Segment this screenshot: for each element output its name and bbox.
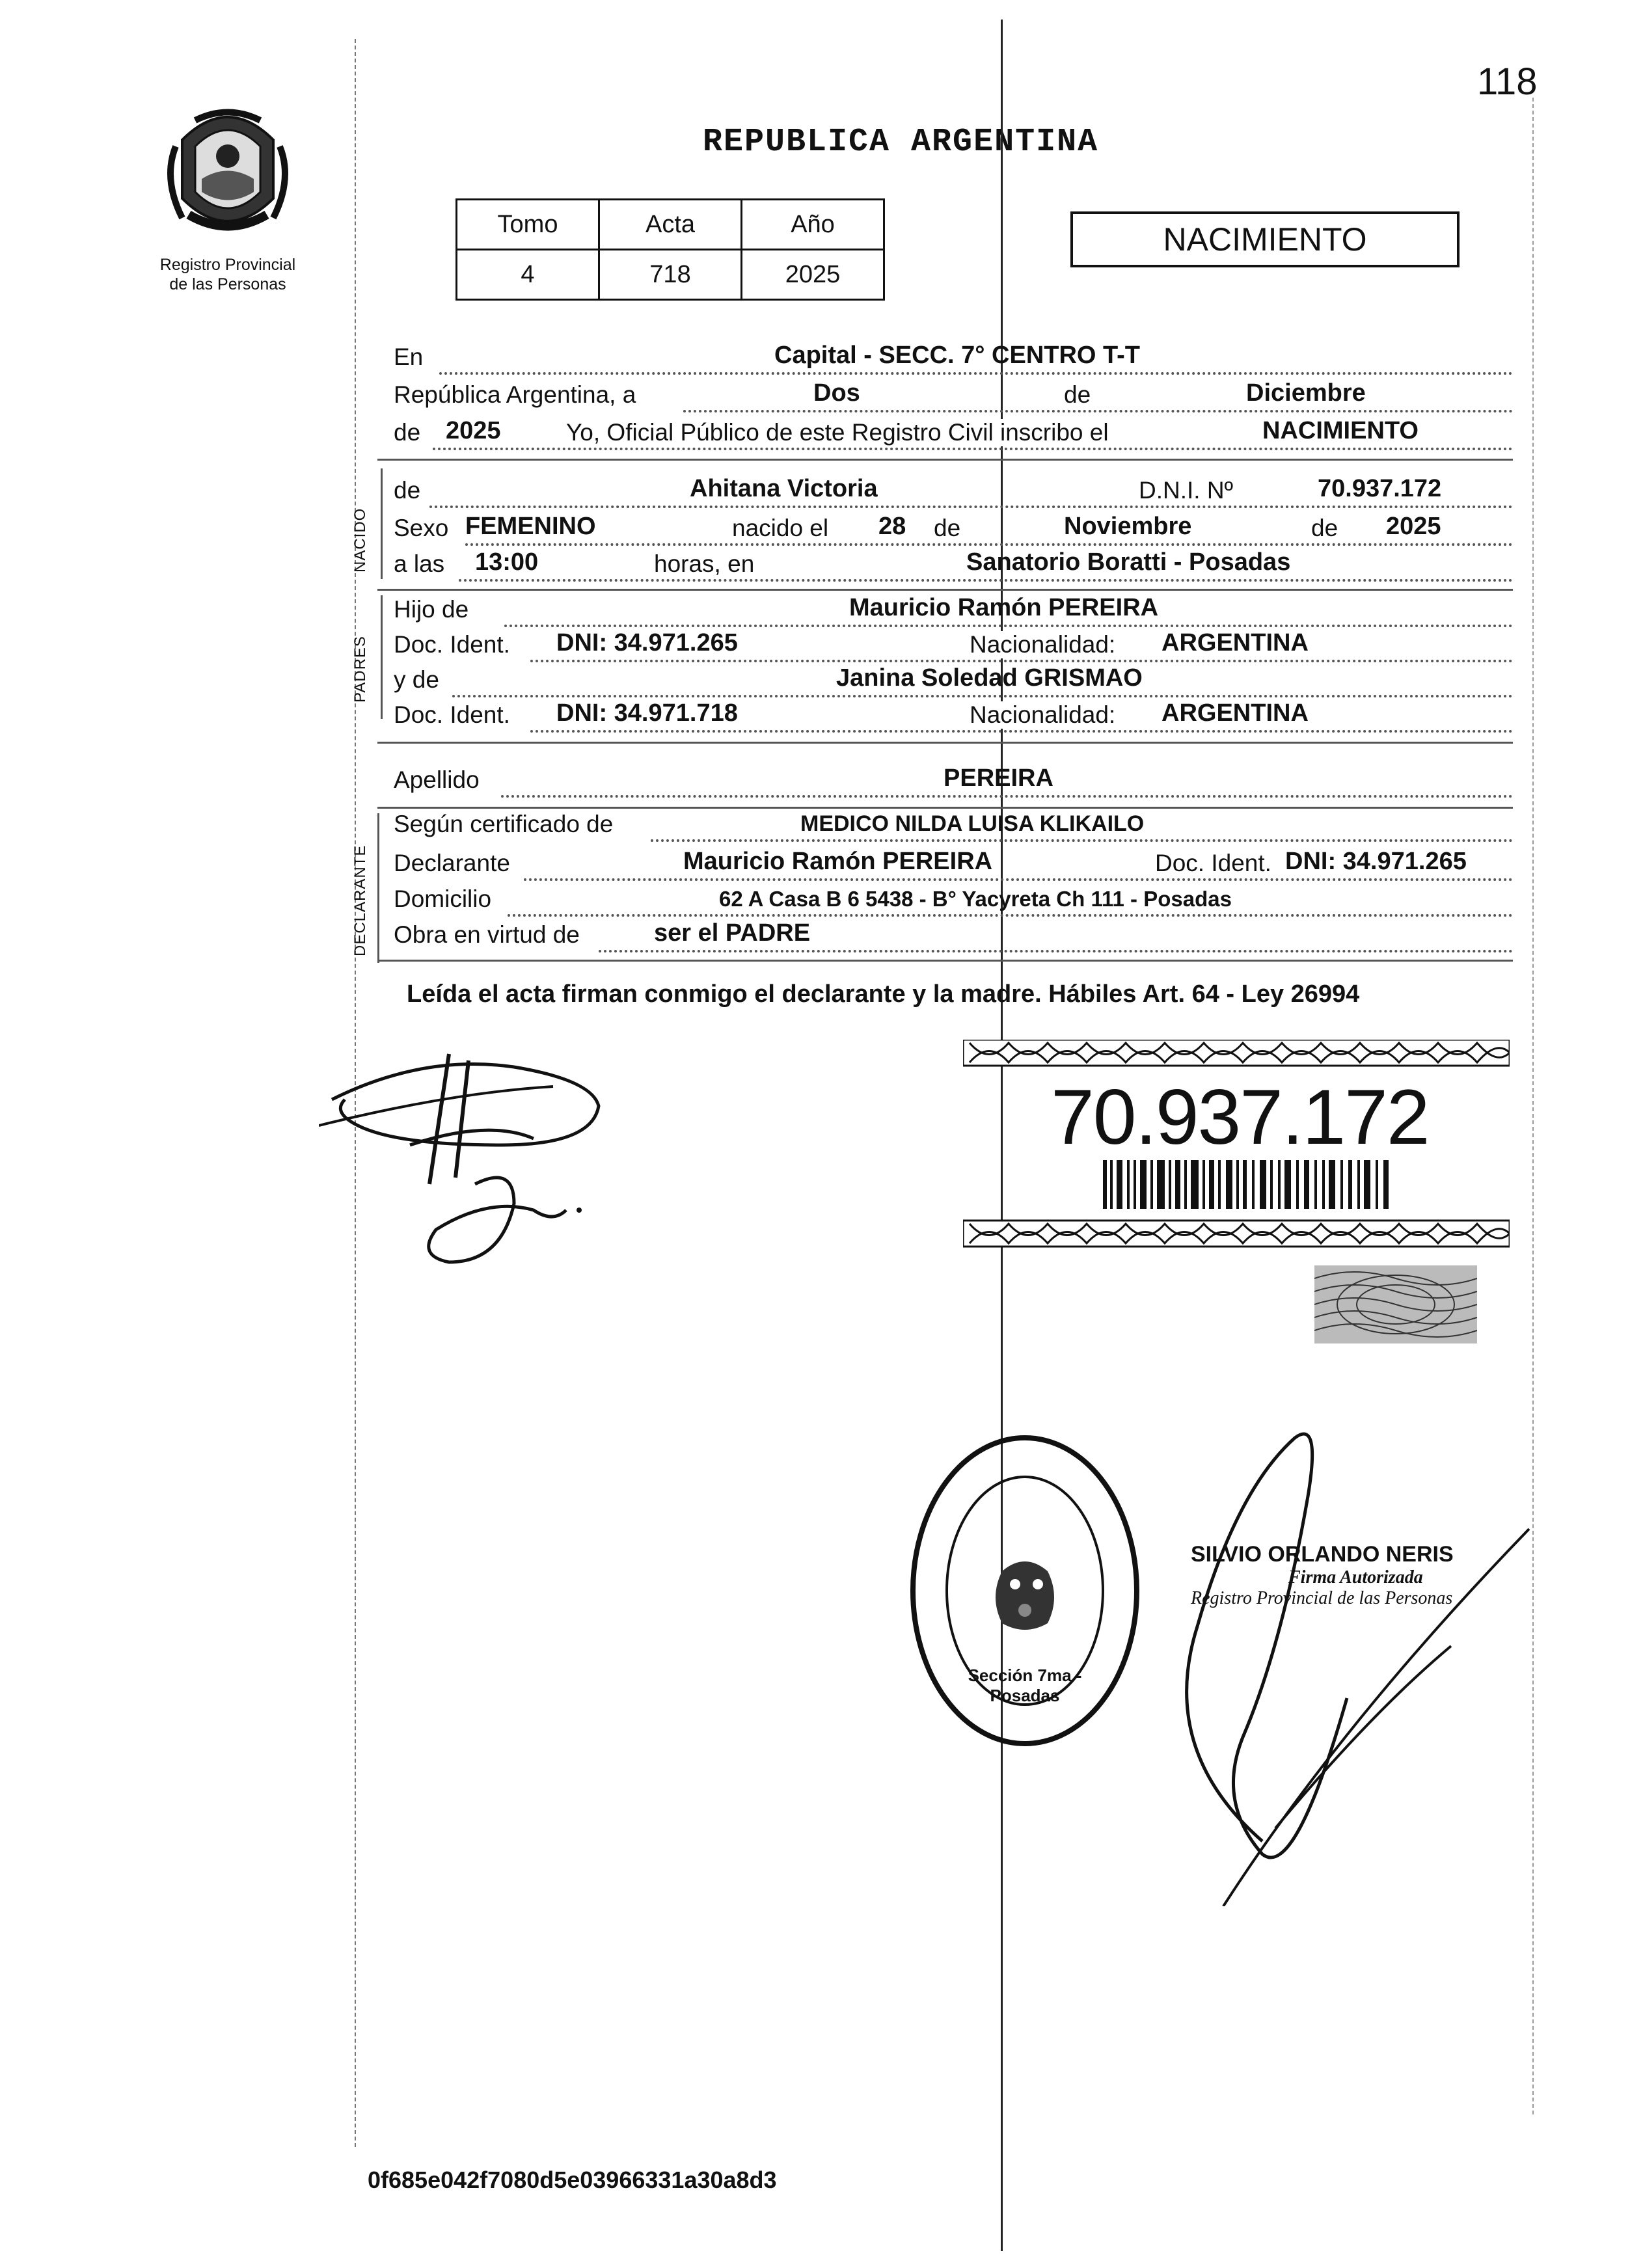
tomo-value: 4 — [457, 250, 599, 300]
surname-value: PEREIRA — [944, 764, 1053, 792]
row-apellido: Apellido PEREIRA — [394, 761, 1513, 798]
year-value: 2025 — [446, 417, 501, 444]
acta-header: Acta — [599, 200, 742, 250]
closing-note: Leída el acta firman conmigo el declarante y la madre. Hábiles Art. 64 - Ley 26994 — [407, 980, 1360, 1008]
official-role: Firma Autorizada — [1288, 1567, 1423, 1587]
section-label-nacido: NACIDO — [351, 507, 369, 573]
mother-doc-value: DNI: 34.971.718 — [556, 699, 738, 727]
dni-number: 70.937.172 — [1051, 1073, 1429, 1161]
section-label-padres: PADRES — [351, 636, 369, 703]
document-hash: 0f685e042f7080d5e03966331a30a8d3 — [368, 2167, 777, 2193]
father-name-value: Mauricio Ramón PEREIRA — [849, 594, 1159, 621]
declarant-doc-value: DNI: 34.971.265 — [1285, 848, 1467, 875]
row-republica: República Argentina, a Dos de Diciembre — [394, 376, 1513, 412]
row-sexo: Sexo FEMENINO nacido el 28 de Noviembre de 2025 — [394, 509, 1513, 546]
row-inscribo: de 2025 Yo, Oficial Público de este Registro Civil inscribo el NACIMIENTO — [394, 414, 1513, 450]
row-certificado: Según certificado de MEDICO NILDA LUISA KLIKAILO — [394, 805, 1513, 842]
certificate-value: MEDICO NILDA LUISA KLIKAILO — [800, 811, 1145, 836]
day-value: Dos — [813, 379, 860, 407]
signature-declarant — [319, 1015, 683, 1288]
acting-as-value: ser el PADRE — [654, 919, 811, 947]
father-doc-value: DNI: 34.971.265 — [556, 629, 738, 656]
record-number-table — [455, 198, 885, 301]
inscribed-type-value: NACIMIENTO — [1262, 417, 1419, 444]
birth-place-value: Sanatorio Boratti - Posadas — [966, 548, 1291, 576]
dni-sticker — [963, 1040, 1510, 1248]
official-name: SILVIO ORLANDO NERIS — [1191, 1542, 1454, 1567]
row-madre-doc: Doc. Ident. DNI: 34.971.718 Nacionalidad: ARGENTINA — [394, 696, 1513, 733]
place-value: Capital - SECC. 7° CENTRO T-T — [774, 342, 1141, 369]
father-nationality-value: ARGENTINA — [1161, 629, 1309, 656]
mother-nationality-value: ARGENTINA — [1161, 699, 1309, 727]
anio-header: Año — [742, 200, 884, 250]
birth-day-value: 28 — [878, 513, 906, 540]
page-number: 118 — [1477, 61, 1538, 103]
tomo-header: Tomo — [457, 200, 599, 250]
record-type-box: NACIMIENTO — [1070, 211, 1460, 267]
row-nombre: de Ahitana Victoria D.N.I. Nº 70.937.172 — [394, 472, 1513, 508]
hologram-seal — [1314, 1265, 1477, 1343]
mother-name-value: Janina Soledad GRISMAO — [836, 664, 1143, 692]
anio-value: 2025 — [742, 250, 884, 300]
row-declarante: Declarante Mauricio Ramón PEREIRA Doc. Ident. DNI: 34.971.265 — [394, 844, 1513, 881]
signature-official — [1145, 1399, 1536, 1906]
row-obra: Obra en virtud de ser el PADRE — [394, 916, 1513, 952]
sex-value: FEMENINO — [465, 513, 596, 540]
month-value: Diciembre — [1246, 379, 1366, 407]
section-label-declarante: DECLARANTE — [351, 844, 369, 956]
address-value: 62 A Casa B 6 5438 - B° Yacyreta Ch 111 - Posadas — [719, 887, 1232, 911]
official-signature-block — [1191, 1542, 1503, 1609]
row-en: En Capital - SECC. 7° CENTRO T-T — [394, 338, 1513, 375]
document-title: REPUBLICA ARGENTINA — [703, 124, 1099, 161]
row-hora: a las 13:00 horas, en Sanatorio Boratti - Posadas — [394, 545, 1513, 582]
child-dni-value: 70.937.172 — [1318, 475, 1442, 502]
row-padre: Hijo de Mauricio Ramón PEREIRA — [394, 591, 1513, 627]
official-org: Registro Provincial de las Personas — [1191, 1588, 1453, 1608]
child-name-value: Ahitana Victoria — [690, 475, 878, 502]
birth-year-value: 2025 — [1386, 513, 1441, 540]
acta-value: 718 — [599, 250, 742, 300]
row-domicilio: Domicilio 62 A Casa B 6 5438 - B° Yacyreta Ch 111 - Posadas — [394, 880, 1513, 917]
row-madre: y de Janina Soledad GRISMAO — [394, 661, 1513, 697]
birth-month-value: Noviembre — [1064, 513, 1192, 540]
birth-time-value: 13:00 — [475, 548, 539, 576]
registry-name: Registro Provincial de las Personas — [159, 256, 296, 293]
declarant-name-value: Mauricio Ramón PEREIRA — [683, 848, 993, 875]
province-crest-logo — [156, 101, 299, 254]
stamp-inner-text: Sección 7ma - Posadas — [968, 1666, 1082, 1705]
row-padre-doc: Doc. Ident. DNI: 34.971.265 Nacionalidad: ARGENTINA — [394, 626, 1513, 662]
